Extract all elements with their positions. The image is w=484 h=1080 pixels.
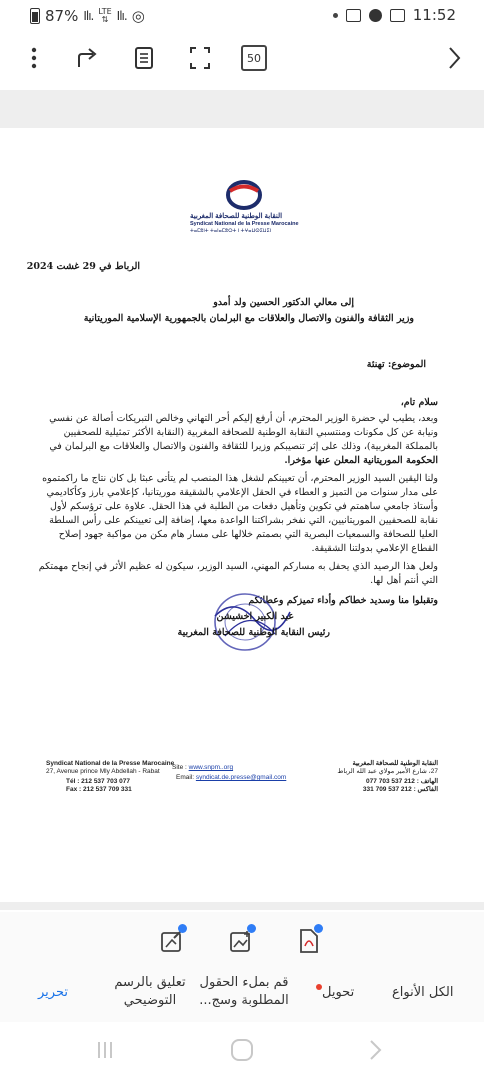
footer-site: Site : www.snpm..org: [172, 764, 234, 771]
footer-email: Email: syndicat.de.presse@gmail.com: [176, 774, 287, 781]
home-icon[interactable]: [230, 1038, 254, 1062]
comment-tool-button[interactable]: [160, 928, 186, 954]
paragraph-line: ولنا اليقين السيد الوزير المحترم، أن تعيينكم لشغل هذا المنصب لم يتأتى عبثا بل كان نتاج ما راكمتموه: [42, 473, 438, 484]
recipient-line-1: إلى معالي الدكتور الحسين ولد أمدو: [213, 297, 354, 308]
page-count-button[interactable]: [234, 38, 274, 78]
paragraph-line: التي أنتم أهل لها.: [370, 575, 438, 586]
footer-ar-name: النقابة الوطنية للصحافة المغربية: [352, 760, 438, 767]
footer-fr-address: 27, Avenue prince Mly Abdellah - Rabat: [46, 768, 160, 775]
gallery-icon: [390, 9, 405, 22]
new-badge: [314, 924, 323, 933]
convert-button[interactable]: تحويل: [316, 984, 354, 1002]
facebook-icon: [369, 9, 382, 22]
footer-fr-tel: Tél : 212 537 703 077: [66, 778, 130, 785]
notification-dot: [333, 13, 338, 18]
paragraph-line: الحكومة الموريتانية المعلن عنها مؤخرا.: [284, 455, 438, 466]
fill-sign-tool-button[interactable]: [229, 928, 255, 954]
status-bar: [0, 0, 484, 34]
fill-sign-label[interactable]: قم بملء الحقول المطلوبة وسج...: [199, 975, 289, 1008]
paragraph-line: بالمملكة المغربية)، وذلك على إثر تنصيبكم وزيرا للثقافة والفنون والاتصال والعلاقات مع البرلمان في: [49, 441, 438, 452]
paragraph-1: [48, 412, 438, 468]
org-name-fr: Syndicat National de la Presse Marocaine: [190, 221, 299, 227]
recipient-line-2: وزير الثقافة والفنون والاتصال والعلاقات مع البرلمان بالجمهورية الإسلامية الموريتانية: [83, 313, 414, 324]
share-button[interactable]: [68, 38, 108, 78]
all-tools-button[interactable]: الكل الأنواع: [392, 985, 454, 1000]
crop-icon: [189, 46, 211, 70]
edit-button[interactable]: تحرير: [38, 985, 68, 1000]
paragraph-line: وأستاذ جامعي ساهمتم في تكوين وتأهيل دفعات من الطلبة في هذا الحقل. علاوة على ترؤسكم لأول: [50, 501, 438, 512]
org-name-ar: النقابة الوطنية للصحافة المغربية: [190, 213, 283, 220]
paragraph-line: نقابة للصحفيين الموريتانيين، التي نفخر بشراكتنا الواعدة معها، إضافة إلى تعيينكم على رأس السلطة: [49, 515, 438, 526]
more-options-button[interactable]: [14, 38, 54, 78]
crop-button[interactable]: [180, 38, 220, 78]
convert-tool-button[interactable]: [296, 928, 322, 954]
lte-icon: LTE ⇅: [98, 7, 112, 24]
document-viewer[interactable]: [0, 90, 484, 910]
paragraph-2: [42, 472, 438, 556]
bottom-action-bar: [0, 912, 484, 1022]
reader-mode-button[interactable]: [124, 38, 164, 78]
signer-title: رئيس النقابة الوطنية للصحافة المغربية: [177, 627, 330, 638]
paragraph-line: ونيابة عن كل مكونات ومنتسبي النقابة الوطنية للصحافة المغربية (النقابة الأكثر تمثيلية للصحفيين: [63, 427, 438, 438]
new-badge: [247, 924, 256, 933]
paragraph-line: وبعد، يطيب لي حضرة الوزير المحترم، أن أرفع إليكم أحر التهاني وخالص التبريكات أصالة عن نفسي: [49, 413, 438, 424]
chevron-right-icon: [447, 46, 461, 70]
top-toolbar: [0, 38, 484, 84]
more-vert-icon: [31, 47, 37, 69]
letter-greeting: سلام تام،: [400, 397, 438, 408]
paragraph-line: ولعل هذا الرصيد الذي يحفل به مساركم المهني، السيد الوزير، سيكون له عظيم الأثر في إنجاح مهمتكم: [38, 561, 438, 572]
battery-level: 87%: [45, 7, 79, 25]
page-count: 50: [241, 45, 267, 71]
paragraph-line: على مدار سنوات من التميز و العطاء في الحقل الإعلامي بالشقيقة موريتانيا، كإعلامي بارز وكأكاديمي: [46, 487, 438, 498]
footer-ar-fax: الفاكس : 212 537 709 331: [362, 786, 438, 793]
reader-icon: [134, 46, 154, 70]
footer-ar-address: 27، شارع الأمير مولاي عبد الله الرباط: [337, 768, 438, 775]
signal-icon: Ⅰlı.: [83, 9, 94, 23]
status-right: [333, 6, 456, 24]
snpm-logo-icon: [226, 178, 262, 210]
document-page: [0, 128, 484, 902]
stamp-signature-icon: [205, 586, 295, 662]
paragraph-line: القطاع الإعلامي بدولتنا الشقيقة.: [311, 543, 438, 554]
recent-apps-icon[interactable]: [96, 1040, 114, 1060]
letter-date: الرباط في 29 غشت 2024: [26, 261, 140, 272]
letter-closing: وتقبلوا منا وسديد خطاكم وأداء تميزكم وعطائكم: [248, 595, 438, 606]
system-nav-bar: [0, 1022, 484, 1080]
comment-label[interactable]: تعليق بالرسم التوضيحي: [114, 975, 186, 1008]
footer-ar-tel: الهاتف : 212 537 703 077: [366, 778, 438, 785]
next-button[interactable]: [434, 38, 474, 78]
message-icon: [346, 9, 361, 22]
paragraph-line: العليا للصحافة والسمعيات البصرية التي بصمتم خلالها على مسار هام مكن من مواكبة جهود إصلاح: [58, 529, 438, 540]
paragraph-3: [38, 560, 438, 588]
new-badge: [178, 924, 187, 933]
back-icon[interactable]: [368, 1039, 382, 1061]
share-icon: [76, 47, 100, 69]
org-name-tifinagh: ⵜⴰⵎⵓⵏⵜ ⵜⴰⵏⴰⵎⵓⵔⵜ ⵏ ⵜⵖⴰⵡⵙⵉⵡⵉⵏ: [190, 228, 272, 234]
footer-fr-fax: Fax : 212 537 709 331: [66, 786, 132, 793]
status-left: [30, 7, 145, 25]
clock: 11:52: [412, 6, 456, 24]
signal-icon-2: Ⅰlı.: [116, 9, 127, 23]
signer-name: عبد الكبير اخشيشن: [216, 611, 294, 622]
hotspot-icon: ◎: [131, 7, 145, 25]
battery-icon: [30, 8, 40, 24]
footer-fr-name: Syndicat National de la Presse Marocaine: [46, 760, 175, 767]
letter-subject: الموضوع: تهنئة: [366, 359, 426, 370]
